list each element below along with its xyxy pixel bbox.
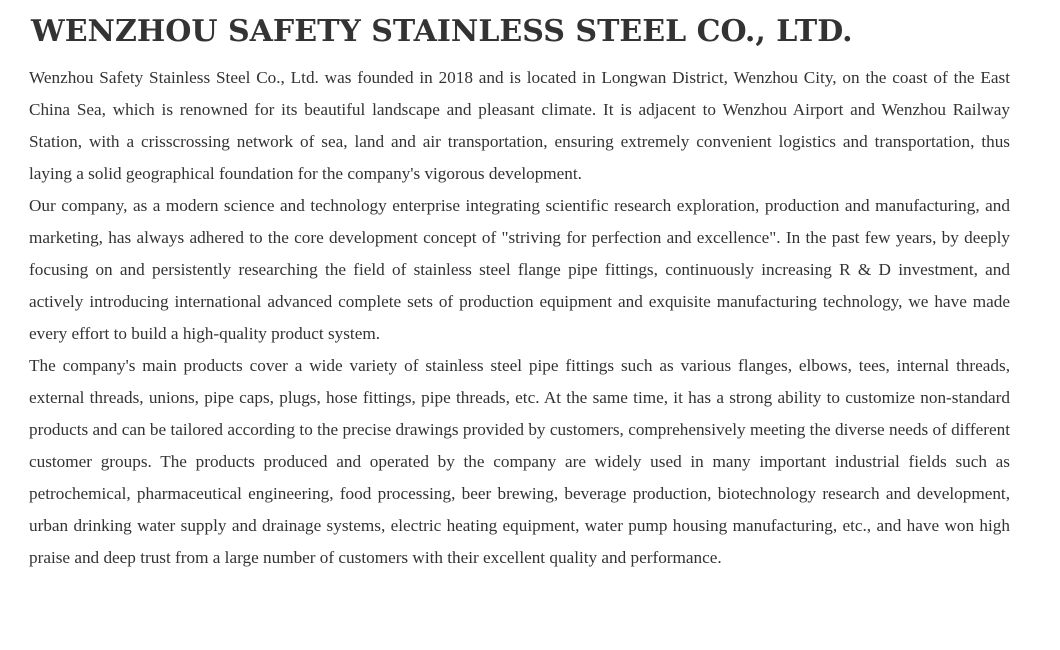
page-title: WENZHOU SAFETY STAINLESS STEEL CO., LTD.	[31, 14, 853, 49]
about-section	[29, 10, 1010, 574]
about-paragraph-3: The company's main products cover a wide variety of stainless steel pipe fittings such as various flanges, elbows, tees, internal threads, external threads, unions, pipe caps, plugs, hose fittings, pipe threads, etc. At the same time, it has a strong ability to customize non-standard products and can be tailored according to the precise drawings provided by customers, comprehensively meeting the diverse needs of different customer groups. The products produced and operated by the company are widely used in many important industrial fields such as petrochemical, pharmaceutical engineering, food processing, beer brewing, beverage production, biotechnology research and development, urban drinking water supply and drainage systems, electric heating equipment, water pump housing manufacturing, etc., and have won high praise and deep trust from a large number of customers with their excellent quality and performance.	[29, 356, 1010, 567]
about-paragraph-1: Wenzhou Safety Stainless Steel Co., Ltd. was founded in 2018 and is located in Longwan District, Wenzhou City, on the coast of the East China Sea, which is renowned for its beautiful landscape and pleasant climate. It is adjacent to Wenzhou Airport and Wenzhou Railway Station, with a crisscrossing network of sea, land and air transportation, ensuring extremely convenient logistics and transportation, thus laying a solid geographical foundation for the company's vigorous development.	[29, 68, 1010, 183]
about-paragraph-2: Our company, as a modern science and technology enterprise integrating scientific research exploration, production and manufacturing, and marketing, has always adhered to the core development concept of "striving for perfection and excellence". In the past few years, by deeply focusing on and persistently researching the field of stainless steel flange pipe fittings, continuously increasing R & D investment, and actively introducing international advanced complete sets of production equipment and exquisite manufacturing technology, we have made every effort to build a high-quality product system.	[29, 196, 1010, 343]
